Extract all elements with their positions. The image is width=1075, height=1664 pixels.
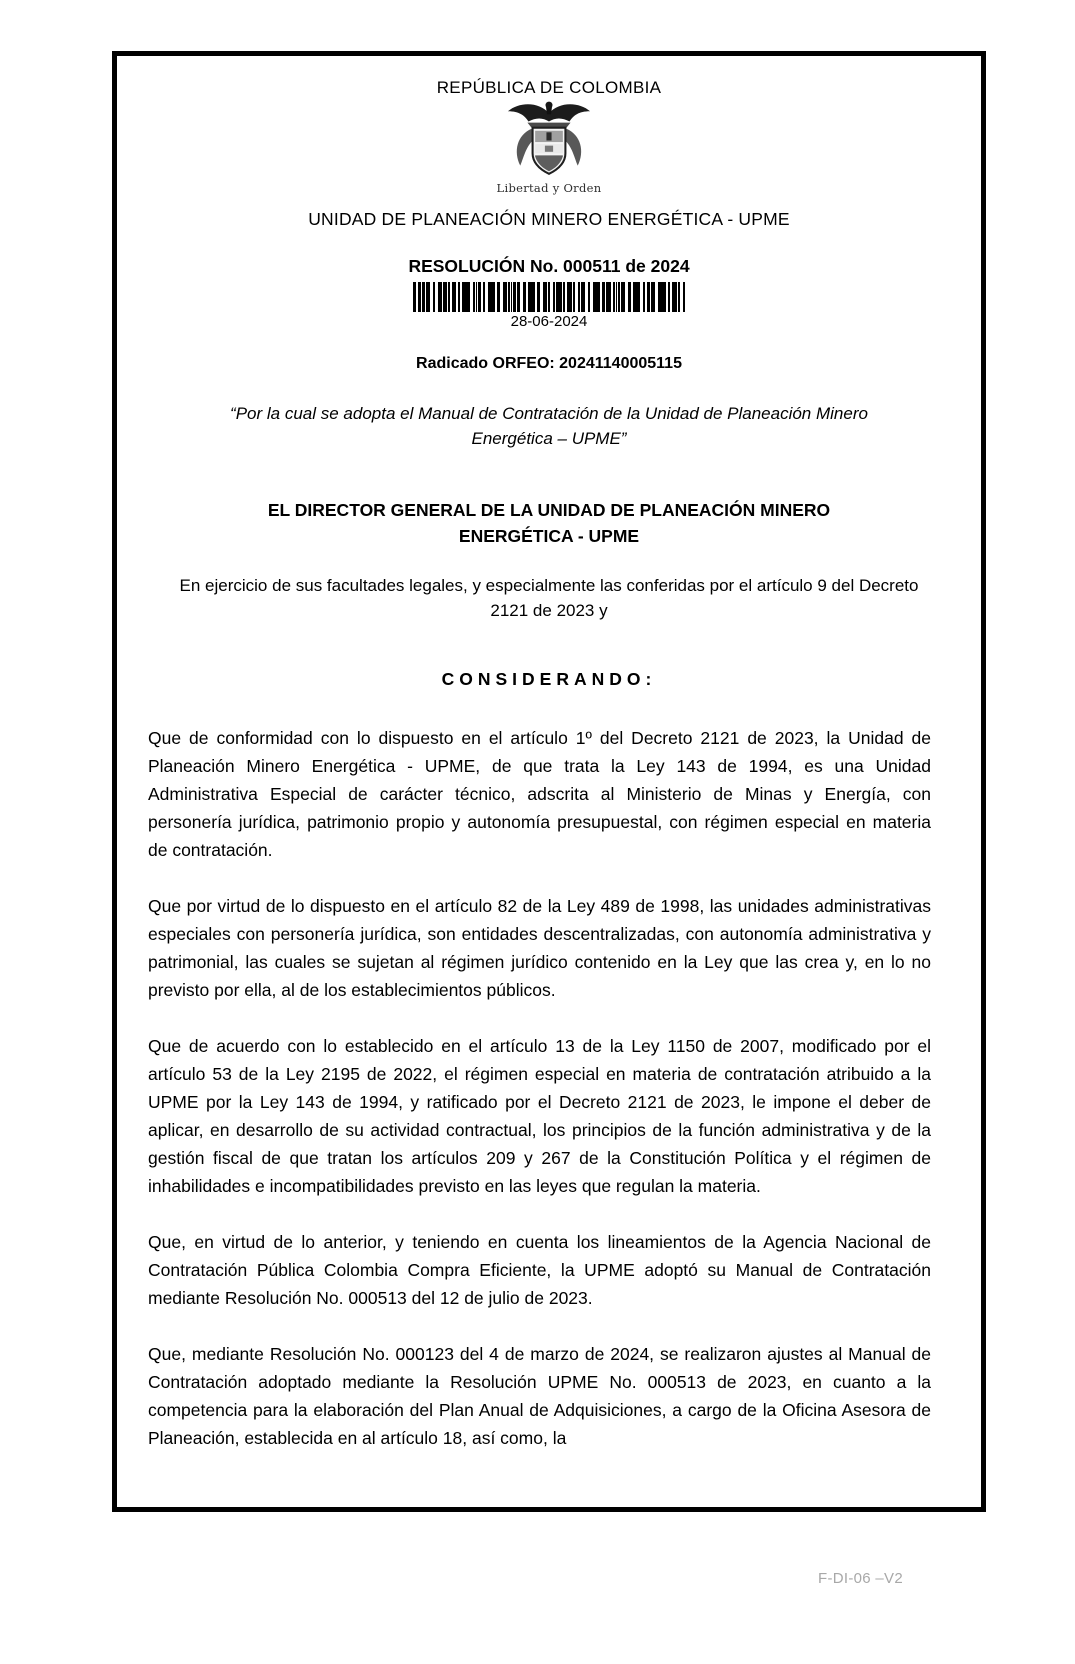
crest-motto: Libertad y Orden bbox=[496, 181, 602, 195]
body-paragraph: Que, mediante Resolución No. 000123 del 4 de marzo de 2024, se realizaron ajustes al Manual de Contratación adoptado mediante la Resolución UPME No. 000513 de 2023, en cuanto a la competencia para la elaboración del Plan Anual de Adquisiciones, a cargo de la Oficina Asesora de Planeación, establecida en al artículo 18, así como, la bbox=[148, 1344, 931, 1448]
authority-heading: EL DIRECTOR GENERAL DE LA UNIDAD DE PLANEACIÓN MINERO ENERGÉTICA - UPME bbox=[267, 500, 831, 546]
colombia-coat-of-arms-icon bbox=[497, 100, 601, 180]
considering-heading: CONSIDERANDO: bbox=[441, 669, 657, 689]
barcode-date: 28-06-2024 bbox=[510, 313, 588, 330]
body-paragraph: Que de conformidad con lo dispuesto en el artículo 1º del Decreto 2121 de 2023, la Unidad de Planeación Minero Energética - UPME, de que trata la Ley 143 de 1994, es una Unidad Administrativa Especial de carácter técnico, adscrita al Ministerio de Minas y Energía, con personería jurídica, patrimonio propio y autonomía presupuestal, con régimen especial en materia de contratación. bbox=[148, 728, 931, 860]
republic-title: REPÚBLICA DE COLOMBIA bbox=[436, 78, 662, 97]
body-paragraph: Que, en virtud de lo anterior, y teniendo en cuenta los lineamientos de la Agencia Nacional de Contratación Pública Colombia Compra Eficiente, la UPME adoptó su Manual de Contratación mediante Resolución No. 000513 del 12 de julio de 2023. bbox=[148, 1232, 931, 1308]
radicado-number: Radicado ORFEO: 20241140005115 bbox=[416, 355, 682, 372]
faculties-statement: En ejercicio de sus facultades legales, y especialmente las conferidas por el artículo 9 del Decreto 2121 de 2023 y bbox=[179, 576, 919, 620]
barcode-image bbox=[413, 282, 685, 312]
document-frame bbox=[112, 51, 986, 1512]
entity-title: UNIDAD DE PLANEACIÓN MINERO ENERGÉTICA - UPME bbox=[308, 209, 790, 229]
coat-of-arms bbox=[117, 100, 981, 195]
resolution-body bbox=[117, 724, 981, 1452]
body-paragraph: Que de acuerdo con lo establecido en el artículo 13 de la Ley 1150 de 2007, modificado por el artículo 53 de la Ley 2195 de 2022, el régimen especial en materia de contratación atribuido a la UPME por la Ley 143 de 1994, y ratificado por el Decreto 2121 de 2023, le impone el deber de aplicar, en desarrollo de su actividad contractual, los principios de la función administrativa y de la gestión fiscal de que tratan los artículos 209 y 267 de la Constitución Política y el régimen de inhabilidades e incompatibilidades previsto en las leyes que regulan la materia. bbox=[148, 1036, 931, 1196]
form-code-footer: F-DI-06 –V2 bbox=[818, 1570, 903, 1587]
resolution-subject: “Por la cual se adopta el Manual de Contratación de la Unidad de Planeación Minero Energética – UPME” bbox=[230, 404, 868, 448]
resolution-title: RESOLUCIÓN No. 000511 de 2024 bbox=[408, 256, 690, 276]
body-paragraph: Que por virtud de lo dispuesto en el artículo 82 de la Ley 489 de 1998, las unidades administrativas especiales con personería jurídica, son entidades descentralizadas, con autonomía administrativa y patrimonial, las cuales se sujetan al régimen jurídico contenido en la Ley que las crea y, en lo no previsto por ella, al de los establecimientos públicos. bbox=[148, 896, 931, 1000]
